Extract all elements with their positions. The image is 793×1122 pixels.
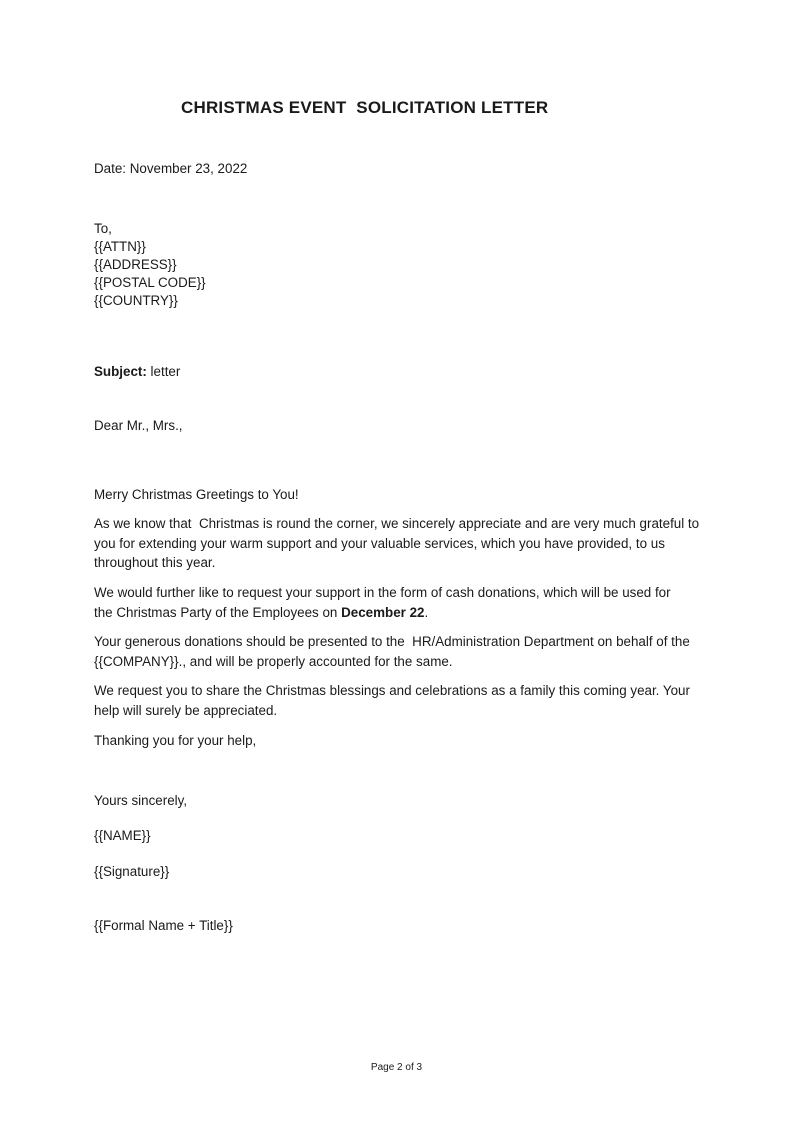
paragraph-line: help will surely be appreciated. xyxy=(94,702,278,718)
recipient-postal-code: {{POSTAL CODE}} xyxy=(94,275,206,290)
subject-value: letter xyxy=(146,364,181,379)
sender-signature: {{Signature}} xyxy=(94,864,170,879)
sender-formal-name: {{Formal Name + Title}} xyxy=(94,918,233,933)
paragraph-line: Your generous donations should be presented to the HR/Administration Department on behalf of the xyxy=(94,634,690,649)
subject-line xyxy=(94,363,180,381)
paragraph-line: We would further like to request your support in the form of cash donations, which will be used for xyxy=(94,585,671,600)
paragraph-line xyxy=(94,603,704,623)
thanks-line: Thanking you for your help, xyxy=(94,733,257,748)
closing-line: Yours sincerely, xyxy=(94,793,188,808)
paragraph-appreciation xyxy=(94,514,704,573)
letter-title: CHRISTMAS EVENT SOLICITATION LETTER xyxy=(181,98,549,117)
recipient-country: {{COUNTRY}} xyxy=(94,293,178,308)
paragraph-line: {{COMPANY}}., and will be properly accounted for the same. xyxy=(94,653,453,669)
paragraph-line: As we know that Christmas is round the corner, we sincerely appreciate and are very much grateful to xyxy=(94,516,700,531)
party-period: . xyxy=(424,604,429,620)
party-date: December 22 xyxy=(341,604,425,620)
letter-date: Date: November 23, 2022 xyxy=(94,161,248,176)
page-number: Page 2 of 3 xyxy=(370,1062,423,1073)
paragraph-line: throughout this year. xyxy=(94,555,216,570)
paragraph-line: you for extending your warm support and your valuable services, which you have provided, to us xyxy=(94,535,665,551)
paragraph-line: We request you to share the Christmas blessings and celebrations as a family this coming year. Your xyxy=(94,683,690,698)
subject-label: Subject: xyxy=(94,364,147,379)
recipient-attn: {{ATTN}} xyxy=(94,239,146,254)
recipient-to: To, xyxy=(94,221,112,236)
greeting: Merry Christmas Greetings to You! xyxy=(94,487,299,502)
salutation: Dear Mr., Mrs., xyxy=(94,418,183,433)
paragraph-donation-delivery xyxy=(94,632,704,671)
paragraph-blessings xyxy=(94,681,704,720)
sender-name: {{NAME}} xyxy=(94,828,151,843)
recipient-address: {{ADDRESS}} xyxy=(94,257,177,272)
party-text: the Christmas Party of the Employees on xyxy=(94,604,342,620)
paragraph-donation-request xyxy=(94,583,704,622)
